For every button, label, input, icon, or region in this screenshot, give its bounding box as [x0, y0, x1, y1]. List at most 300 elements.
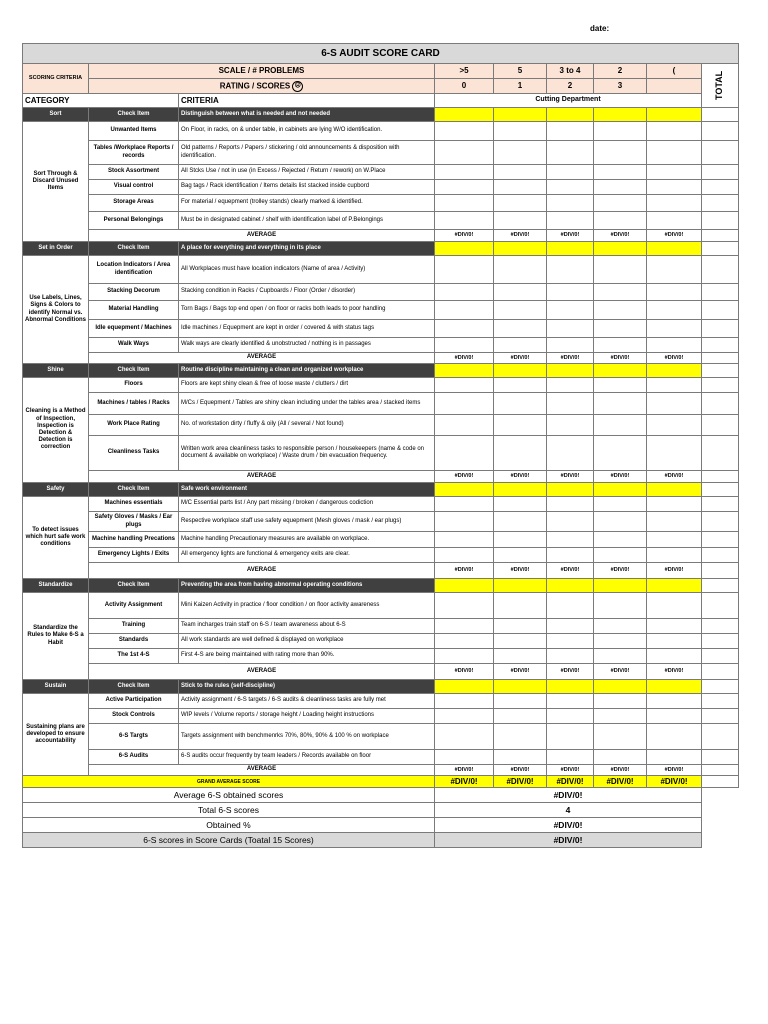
- criteria-header: CRITERIA: [179, 94, 435, 108]
- score-cell[interactable]: [647, 301, 702, 320]
- score-cell[interactable]: [435, 593, 494, 619]
- section-header: Routine discipline maintaining a clean and organized workplace: [179, 364, 435, 378]
- section-header: Stick to the rules (self-discipline): [179, 680, 435, 694]
- score-cell[interactable]: [547, 378, 594, 393]
- score-cell[interactable]: [547, 483, 594, 497]
- criteria-text: Walk ways are clearly identified & unobstructed / nothing is in passages: [179, 338, 435, 353]
- score-cell[interactable]: [594, 165, 647, 180]
- score-cell[interactable]: [547, 141, 594, 165]
- check-item-label: Check Item: [89, 579, 179, 593]
- summary-value: #DIV/0!: [435, 818, 702, 833]
- score-cell[interactable]: [547, 694, 594, 709]
- score-cell[interactable]: [547, 436, 594, 471]
- average-value: #DIV/0!: [594, 230, 647, 242]
- check-item: Stacking Decorum: [89, 284, 179, 301]
- score-cell[interactable]: [594, 548, 647, 563]
- score-cell[interactable]: [435, 195, 494, 212]
- average-value: #DIV/0!: [494, 765, 547, 776]
- score-cell[interactable]: [494, 593, 547, 619]
- department-name: Cutting Department: [435, 94, 702, 108]
- average-value: #DIV/0!: [547, 230, 594, 242]
- grand-average-value: #DIV/0!: [547, 776, 594, 788]
- criteria-text: Activity assignment / 6-S targets / 6-S audits & cleanliness tasks are fully met: [179, 694, 435, 709]
- score-cell[interactable]: [435, 512, 494, 532]
- section-name: Sustain: [23, 680, 89, 694]
- criteria-text: Must be in designated cabinet / shelf with identification label of P.Belongings: [179, 212, 435, 230]
- score-cell[interactable]: [435, 483, 494, 497]
- score-cell[interactable]: [594, 284, 647, 301]
- criteria-text: For material / equepment (trolley stands) clearly marked & identified.: [179, 195, 435, 212]
- category-description: Cleaning is a Method of Inspection, Inspection is Detection & Detection is correction: [23, 378, 89, 483]
- score-cell[interactable]: [494, 284, 547, 301]
- scale-value: >5: [435, 64, 494, 79]
- score-cell[interactable]: [547, 165, 594, 180]
- total-cell: [702, 579, 739, 593]
- score-cell[interactable]: [547, 108, 594, 122]
- score-cell[interactable]: [494, 724, 547, 750]
- criteria-text: Idle machines / Equepment are kept in order / covered & with status tags: [179, 320, 435, 338]
- average-value: #DIV/0!: [647, 471, 702, 483]
- score-cell[interactable]: [594, 415, 647, 436]
- average-value: #DIV/0!: [594, 765, 647, 776]
- scale-value: 3 to 4: [547, 64, 594, 79]
- score-cell[interactable]: [435, 415, 494, 436]
- score-cell[interactable]: [647, 393, 702, 415]
- summary-value: 4: [435, 803, 702, 818]
- check-item-label: Check Item: [89, 483, 179, 497]
- score-cell[interactable]: [647, 724, 702, 750]
- average-value: #DIV/0!: [435, 563, 494, 579]
- score-cell[interactable]: [435, 649, 494, 664]
- average-value: #DIV/0!: [494, 563, 547, 579]
- scale-value: 2: [594, 64, 647, 79]
- check-item: Active Participation: [89, 694, 179, 709]
- score-cell[interactable]: [647, 709, 702, 724]
- scale-label: SCALE / # PROBLEMS: [89, 64, 435, 79]
- score-cell[interactable]: [594, 320, 647, 338]
- score-cell[interactable]: [647, 634, 702, 649]
- score-cell[interactable]: [494, 301, 547, 320]
- score-cell[interactable]: [547, 284, 594, 301]
- score-cell[interactable]: [494, 548, 547, 563]
- score-cell[interactable]: [435, 532, 494, 548]
- category-header: CATEGORY: [23, 94, 179, 108]
- score-cell[interactable]: [435, 364, 494, 378]
- score-cell[interactable]: [435, 619, 494, 634]
- score-cell[interactable]: [494, 108, 547, 122]
- score-cell[interactable]: [647, 619, 702, 634]
- score-cell[interactable]: [494, 634, 547, 649]
- summary-label: Total 6-S scores: [23, 803, 435, 818]
- score-cell[interactable]: [647, 212, 702, 230]
- average-value: #DIV/0!: [594, 664, 647, 680]
- score-cell[interactable]: [647, 483, 702, 497]
- total-cell: [702, 256, 739, 284]
- score-cell[interactable]: [594, 619, 647, 634]
- total-cell: [702, 165, 739, 180]
- total-cell: [702, 230, 739, 242]
- total-cell: [702, 393, 739, 415]
- score-cell[interactable]: [647, 579, 702, 593]
- audit-score-card-table: [22, 43, 739, 848]
- total-cell: [702, 664, 739, 680]
- score-cell[interactable]: [435, 212, 494, 230]
- score-cell[interactable]: [547, 724, 594, 750]
- check-item: Emergency Lights / Exits: [89, 548, 179, 563]
- score-cell[interactable]: [647, 694, 702, 709]
- score-cell[interactable]: [494, 680, 547, 694]
- score-cell[interactable]: [547, 180, 594, 195]
- score-cell[interactable]: [647, 532, 702, 548]
- score-cell[interactable]: [494, 483, 547, 497]
- score-cell[interactable]: [647, 415, 702, 436]
- total-cell: [702, 619, 739, 634]
- average-value: #DIV/0!: [594, 471, 647, 483]
- score-cell[interactable]: [647, 364, 702, 378]
- score-cell[interactable]: [594, 724, 647, 750]
- score-cell[interactable]: [547, 497, 594, 512]
- score-cell[interactable]: [594, 301, 647, 320]
- score-cell[interactable]: [594, 378, 647, 393]
- average-label: AVERAGE: [89, 563, 435, 579]
- check-item: Location Indicators / Area identification: [89, 256, 179, 284]
- score-cell[interactable]: [547, 579, 594, 593]
- score-cell[interactable]: [547, 393, 594, 415]
- score-cell[interactable]: [647, 750, 702, 765]
- score-cell[interactable]: [647, 141, 702, 165]
- criteria-text: Old patterns / Reports / Papers / stickering / old announcements & disposition with identification.: [179, 141, 435, 165]
- score-cell[interactable]: [547, 122, 594, 141]
- average-value: #DIV/0!: [435, 353, 494, 364]
- score-cell[interactable]: [494, 242, 547, 256]
- score-cell[interactable]: [494, 512, 547, 532]
- score-cell[interactable]: [494, 579, 547, 593]
- score-cell[interactable]: [594, 364, 647, 378]
- average-value: #DIV/0!: [494, 353, 547, 364]
- average-label: AVERAGE: [89, 765, 435, 776]
- criteria-text: Written work area cleanliness tasks to responsible person / housekeepers (name & code on document & available on workplace) / Waste drum / bin evacuation frequency.: [179, 436, 435, 471]
- score-cell[interactable]: [435, 242, 494, 256]
- page-title: 6-S AUDIT SCORE CARD: [23, 44, 739, 64]
- criteria-text: Torn Bags / Bags top end open / on floor or racks both leads to poor handling: [179, 301, 435, 320]
- score-cell[interactable]: [594, 212, 647, 230]
- score-cell[interactable]: [594, 750, 647, 765]
- score-cell[interactable]: [647, 122, 702, 141]
- total-cell: [702, 563, 739, 579]
- total-cell: [702, 301, 739, 320]
- average-value: #DIV/0!: [647, 563, 702, 579]
- total-cell: [702, 709, 739, 724]
- average-value: #DIV/0!: [547, 563, 594, 579]
- score-cell[interactable]: [547, 634, 594, 649]
- check-item: Safety Gloves / Masks / Ear plugs: [89, 512, 179, 532]
- score-cell[interactable]: [435, 634, 494, 649]
- check-item: Machines essentials: [89, 497, 179, 512]
- score-cell[interactable]: [547, 649, 594, 664]
- average-value: #DIV/0!: [547, 353, 594, 364]
- score-cell[interactable]: [647, 256, 702, 284]
- criteria-text: Machine handling Precautionary measures are available on workplace.: [179, 532, 435, 548]
- total-cell: [702, 694, 739, 709]
- criteria-text: Team incharges train staff on 6-S / team awareness about 6-S: [179, 619, 435, 634]
- criteria-text: WIP levels / Volume reports / storage height / Loading height instructions: [179, 709, 435, 724]
- score-cell[interactable]: [647, 242, 702, 256]
- total-cell: [702, 548, 739, 563]
- score-cell[interactable]: [435, 301, 494, 320]
- check-item-label: Check Item: [89, 242, 179, 256]
- score-cell[interactable]: [594, 680, 647, 694]
- score-cell[interactable]: [494, 619, 547, 634]
- score-cell[interactable]: [594, 256, 647, 284]
- score-cell[interactable]: [594, 593, 647, 619]
- score-cell[interactable]: [594, 180, 647, 195]
- score-cell[interactable]: [547, 709, 594, 724]
- check-item: Work Place Rating: [89, 415, 179, 436]
- total-cell: [702, 436, 739, 471]
- category-description: Sort Through & Discard Unused Items: [23, 122, 89, 242]
- check-item: Activity Assignment: [89, 593, 179, 619]
- score-cell[interactable]: [594, 242, 647, 256]
- score-cell[interactable]: [435, 724, 494, 750]
- score-cell[interactable]: [494, 141, 547, 165]
- criteria-text: M/Cs / Equepment / Tables are shiny clean including under the tables area / stacked items: [179, 393, 435, 415]
- score-cell[interactable]: [494, 436, 547, 471]
- score-cell[interactable]: [547, 619, 594, 634]
- score-cell[interactable]: [594, 108, 647, 122]
- score-cell[interactable]: [547, 256, 594, 284]
- score-cell[interactable]: [547, 680, 594, 694]
- check-item: Machine handling Precations: [89, 532, 179, 548]
- score-cell[interactable]: [494, 165, 547, 180]
- total-cell: [702, 195, 739, 212]
- category-description: Standardize the Rules to Make 6-S a Habit: [23, 593, 89, 680]
- score-cell[interactable]: [547, 532, 594, 548]
- score-cell[interactable]: [547, 750, 594, 765]
- score-cell[interactable]: [647, 512, 702, 532]
- criteria-text: All Workplaces must have location indicators (Name of area / Activity): [179, 256, 435, 284]
- score-cell[interactable]: [494, 320, 547, 338]
- score-cell[interactable]: [594, 393, 647, 415]
- score-cell[interactable]: [594, 195, 647, 212]
- score-cell[interactable]: [594, 694, 647, 709]
- check-item: Walk Ways: [89, 338, 179, 353]
- grand-average-value: #DIV/0!: [594, 776, 647, 788]
- score-cell[interactable]: [494, 393, 547, 415]
- score-cell[interactable]: [647, 680, 702, 694]
- total-cell: [702, 724, 739, 750]
- score-cell[interactable]: [594, 497, 647, 512]
- score-cell[interactable]: [435, 680, 494, 694]
- check-item: Tables /Workplace Reports / records: [89, 141, 179, 165]
- score-cell[interactable]: [594, 436, 647, 471]
- score-cell[interactable]: [594, 483, 647, 497]
- average-label: AVERAGE: [89, 353, 435, 364]
- score-cell[interactable]: [435, 108, 494, 122]
- score-cell[interactable]: [594, 649, 647, 664]
- score-cell[interactable]: [494, 709, 547, 724]
- score-cell[interactable]: [435, 141, 494, 165]
- total-cell: [702, 497, 739, 512]
- score-cell[interactable]: [647, 180, 702, 195]
- score-cell[interactable]: [494, 180, 547, 195]
- average-value: #DIV/0!: [435, 471, 494, 483]
- score-cell[interactable]: [594, 709, 647, 724]
- average-value: #DIV/0!: [435, 230, 494, 242]
- score-cell[interactable]: [435, 548, 494, 563]
- score-cell[interactable]: [547, 512, 594, 532]
- score-cell[interactable]: [647, 378, 702, 393]
- score-cell[interactable]: [494, 256, 547, 284]
- score-cell[interactable]: [494, 497, 547, 512]
- score-cell[interactable]: [494, 378, 547, 393]
- total-cell: [702, 242, 739, 256]
- score-cell[interactable]: [435, 338, 494, 353]
- total-cell: [702, 180, 739, 195]
- summary-label: 6-S scores in Score Cards (Toatal 15 Scores): [23, 833, 435, 848]
- total-cell: [702, 750, 739, 765]
- total-cell: [702, 353, 739, 364]
- average-value: #DIV/0!: [547, 471, 594, 483]
- score-cell[interactable]: [647, 548, 702, 563]
- score-cell[interactable]: [435, 497, 494, 512]
- average-value: #DIV/0!: [435, 765, 494, 776]
- score-cell[interactable]: [647, 649, 702, 664]
- score-cell[interactable]: [647, 436, 702, 471]
- score-cell[interactable]: [435, 709, 494, 724]
- scoring-criteria-label: SCORING CRITERIA: [23, 64, 89, 94]
- score-cell[interactable]: [547, 195, 594, 212]
- criteria-text: Bag tags / Rack identification / Items details list stacked inside cupbord: [179, 180, 435, 195]
- score-cell[interactable]: [647, 593, 702, 619]
- check-item: Training: [89, 619, 179, 634]
- score-cell[interactable]: [594, 122, 647, 141]
- score-cell[interactable]: [647, 338, 702, 353]
- average-value: #DIV/0!: [494, 664, 547, 680]
- check-item-label: Check Item: [89, 680, 179, 694]
- score-cell[interactable]: [594, 634, 647, 649]
- score-cell[interactable]: [594, 532, 647, 548]
- score-cell[interactable]: [594, 338, 647, 353]
- score-cell[interactable]: [547, 320, 594, 338]
- score-cell[interactable]: [647, 165, 702, 180]
- score-value: 1: [494, 79, 547, 94]
- section-name: Shine: [23, 364, 89, 378]
- score-cell[interactable]: [494, 649, 547, 664]
- average-value: #DIV/0!: [647, 664, 702, 680]
- average-value: #DIV/0!: [594, 353, 647, 364]
- score-cell[interactable]: [547, 415, 594, 436]
- score-cell[interactable]: [547, 242, 594, 256]
- criteria-text: First 4-S are being maintained with rating more than 90%.: [179, 649, 435, 664]
- section-header: Distinguish between what is needed and not needed: [179, 108, 435, 122]
- score-cell[interactable]: [435, 180, 494, 195]
- score-cell[interactable]: [494, 195, 547, 212]
- criteria-text: All emergency lights are functional & emergency exits are clear.: [179, 548, 435, 563]
- score-cell[interactable]: [435, 122, 494, 141]
- total-cell: [702, 108, 739, 122]
- score-cell[interactable]: [435, 378, 494, 393]
- total-cell: [702, 364, 739, 378]
- total-cell: [702, 532, 739, 548]
- score-cell[interactable]: [647, 320, 702, 338]
- score-cell[interactable]: [435, 165, 494, 180]
- category-description: To detect issues which hurt safe work conditions: [23, 497, 89, 579]
- score-cell[interactable]: [494, 750, 547, 765]
- check-item-label: Check Item: [89, 108, 179, 122]
- check-item: Stock Assortment: [89, 165, 179, 180]
- score-cell[interactable]: [494, 694, 547, 709]
- section-name: Standardize: [23, 579, 89, 593]
- check-item-label: Check Item: [89, 364, 179, 378]
- average-value: #DIV/0!: [494, 471, 547, 483]
- score-cell[interactable]: [494, 212, 547, 230]
- average-value: #DIV/0!: [647, 765, 702, 776]
- score-cell[interactable]: [547, 593, 594, 619]
- score-cell[interactable]: [547, 548, 594, 563]
- criteria-text: 6-S audits occur frequently by team leaders / Records available on floor: [179, 750, 435, 765]
- score-cell[interactable]: [594, 512, 647, 532]
- score-cell[interactable]: [494, 364, 547, 378]
- check-item: Machines / tables / Racks: [89, 393, 179, 415]
- check-item: Stock Controls: [89, 709, 179, 724]
- total-cell: [702, 338, 739, 353]
- scale-value: 5: [494, 64, 547, 79]
- average-value: #DIV/0!: [494, 230, 547, 242]
- section-name: Sort: [23, 108, 89, 122]
- score-cell[interactable]: [494, 532, 547, 548]
- total-cell: [702, 634, 739, 649]
- total-cell: [702, 593, 739, 619]
- average-value: #DIV/0!: [594, 563, 647, 579]
- score-cell[interactable]: [547, 212, 594, 230]
- criteria-text: All Stcks Use / not in use (in Excess / Rejected / Return / rework) on W.Place: [179, 165, 435, 180]
- score-cell[interactable]: [547, 364, 594, 378]
- score-cell[interactable]: [647, 497, 702, 512]
- score-cell[interactable]: [435, 579, 494, 593]
- score-cell[interactable]: [594, 579, 647, 593]
- criteria-text: All work standards are well defined & displayed on workplace: [179, 634, 435, 649]
- score-cell[interactable]: [547, 338, 594, 353]
- section-name: Set in Order: [23, 242, 89, 256]
- score-cell[interactable]: [435, 256, 494, 284]
- total-cell: [702, 212, 739, 230]
- score-cell[interactable]: [647, 195, 702, 212]
- check-item: Standards: [89, 634, 179, 649]
- score-cell[interactable]: [494, 122, 547, 141]
- total-cell: [702, 512, 739, 532]
- score-cell[interactable]: [494, 338, 547, 353]
- total-cell: [702, 378, 739, 393]
- average-value: #DIV/0!: [547, 664, 594, 680]
- score-cell[interactable]: [647, 108, 702, 122]
- score-cell[interactable]: [435, 284, 494, 301]
- score-cell[interactable]: [435, 393, 494, 415]
- score-cell[interactable]: [594, 141, 647, 165]
- score-cell[interactable]: [547, 301, 594, 320]
- score-cell[interactable]: [647, 284, 702, 301]
- check-item: Unwanted Items: [89, 122, 179, 141]
- score-cell[interactable]: [435, 694, 494, 709]
- score-cell[interactable]: [494, 415, 547, 436]
- score-cell[interactable]: [435, 750, 494, 765]
- section-header: Preventing the area from having abnormal operating conditions: [179, 579, 435, 593]
- total-cell: [702, 483, 739, 497]
- average-label: AVERAGE: [89, 664, 435, 680]
- score-cell[interactable]: [435, 436, 494, 471]
- check-item: The 1st 4-S: [89, 649, 179, 664]
- total-cell: [702, 471, 739, 483]
- score-cell[interactable]: [435, 320, 494, 338]
